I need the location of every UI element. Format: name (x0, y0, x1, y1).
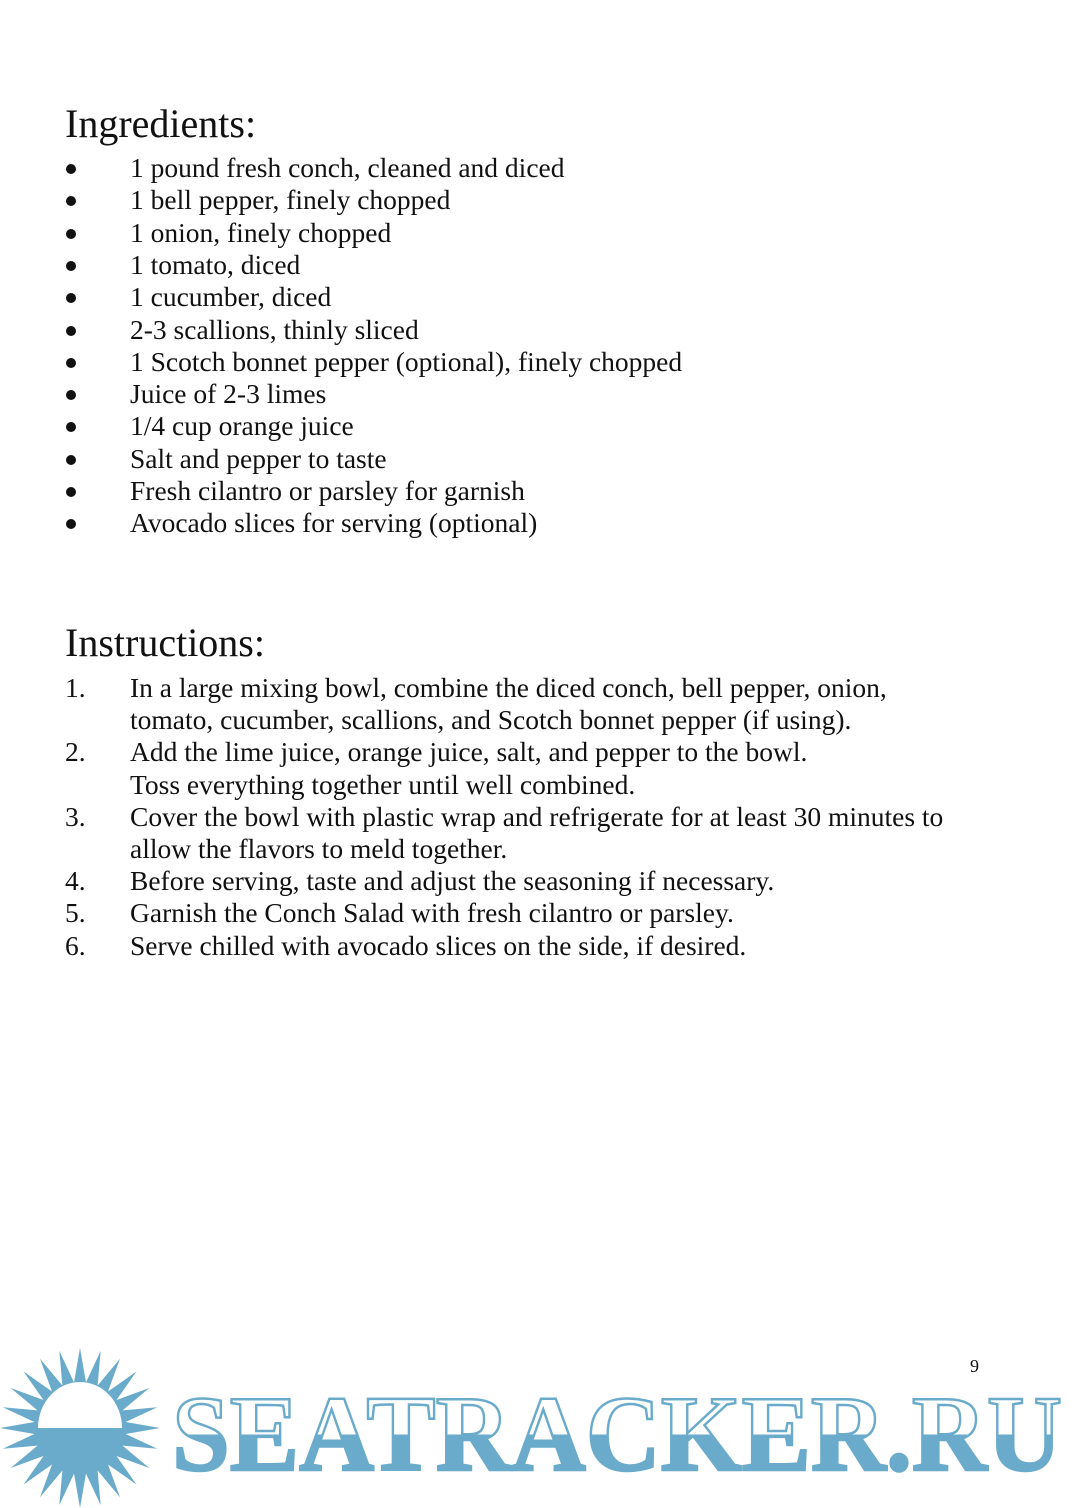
bullet-icon (66, 390, 76, 400)
ingredient-text: 1 Scotch bonnet pepper (optional), finely chopped (130, 345, 683, 377)
step-text: In a large mixing bowl, combine the diced conch, bell pepper, onion, (130, 672, 887, 703)
bullet-icon (66, 261, 76, 271)
step-text: tomato, cucumber, scallions, and Scotch bonnet pepper (if using). (130, 704, 852, 736)
ingredient-text: Salt and pepper to taste (130, 442, 387, 474)
ingredients-heading: Ingredients: (65, 101, 257, 146)
bullet-icon (66, 196, 76, 206)
step-number: 5. (65, 897, 86, 929)
step-text: Serve chilled with avocado slices on the side, if desired. (130, 929, 747, 961)
logo-text: SEATRACKER.RU (172, 1375, 1062, 1494)
ingredient-text: 1 pound fresh conch, cleaned and diced (130, 152, 565, 183)
step-number: 4. (65, 865, 86, 897)
seatracker-logo (0, 1340, 1080, 1508)
ingredient-text: Avocado slices for serving (optional) (130, 507, 538, 539)
step-text: Before serving, taste and adjust the seasoning if necessary. (130, 865, 775, 897)
bullet-icon (66, 455, 76, 465)
page-number: 9 (970, 1356, 979, 1376)
bullet-icon (66, 229, 76, 239)
step-text: Toss everything together until well combined. (130, 768, 636, 800)
instructions-heading: Instructions: (65, 620, 265, 665)
ingredient-text: 1 onion, finely chopped (130, 216, 392, 248)
step-number: 6. (65, 929, 86, 961)
step-text: allow the flavors to meld together. (130, 832, 508, 864)
sun-icon (0, 1348, 160, 1508)
ingredient-text: Fresh cilantro or parsley for garnish (130, 475, 525, 506)
step-text: Add the lime juice, orange juice, salt, and pepper to the bowl. (130, 736, 808, 768)
step-number: 1. (65, 672, 86, 703)
bullet-icon (66, 422, 76, 432)
step-text: Garnish the Conch Salad with fresh cilantro or parsley. (130, 897, 734, 929)
ingredient-text: 2-3 scallions, thinly sliced (130, 313, 419, 345)
bullet-icon (66, 519, 76, 529)
ingredient-text: Juice of 2-3 limes (130, 378, 327, 410)
ingredient-text: 1/4 cup orange juice (130, 410, 354, 442)
ingredient-text: 1 tomato, diced (130, 248, 301, 280)
ingredient-text: 1 cucumber, diced (130, 281, 332, 313)
step-text: Cover the bowl with plastic wrap and refrigerate for at least 30 minutes to (130, 800, 944, 832)
ingredient-text: 1 bell pepper, finely chopped (130, 184, 451, 216)
bullet-icon (66, 487, 76, 497)
bullet-icon (66, 293, 76, 303)
bullet-icon (66, 164, 76, 174)
step-number: 2. (65, 736, 86, 768)
bullet-icon (66, 326, 76, 336)
bullet-icon (66, 358, 76, 368)
step-number: 3. (65, 800, 86, 832)
